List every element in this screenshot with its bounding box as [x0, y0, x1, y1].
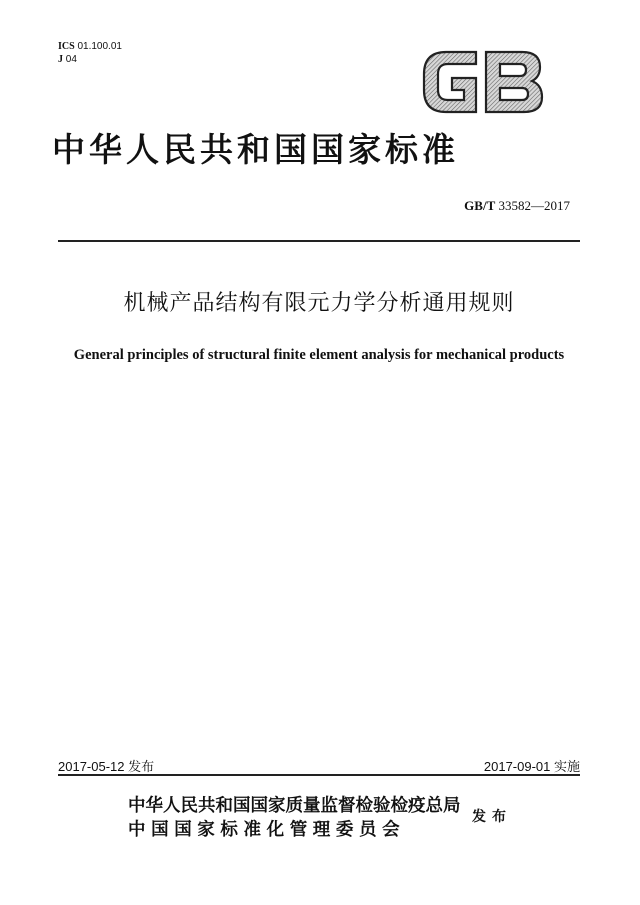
- class-code: 04: [65, 54, 77, 65]
- class-line: [58, 53, 122, 66]
- title-chinese: 机械产品结构有限元力学分析通用规则: [123, 291, 515, 316]
- issuer-sac: 中国国家标准化管理委员会: [128, 820, 406, 840]
- title-english: General principles of structural finite element analysis for mechanical products: [73, 347, 565, 363]
- gb-logo-icon: [418, 46, 548, 118]
- top-divider: [58, 240, 580, 242]
- ics-label: ICS: [58, 41, 75, 52]
- ics-classification: [58, 40, 122, 66]
- standard-number: [464, 198, 570, 214]
- implementation-date: 2017-09-01 实施: [483, 759, 580, 774]
- standard-prefix: GB/T: [464, 198, 496, 213]
- publish-label: 发布: [472, 809, 512, 825]
- class-label: J: [58, 54, 63, 65]
- ics-line: [58, 40, 122, 53]
- standard-code: 33582—2017: [498, 198, 570, 213]
- issuing-country-title: 中华人民共和国国家标准: [52, 130, 459, 169]
- issue-date: 2017-05-12 发布: [58, 759, 155, 774]
- bottom-divider: [58, 774, 580, 776]
- ics-code: 01.100.01: [77, 41, 122, 52]
- issuer-aqsiq: 中华人民共和国国家质量监督检验检疫总局: [128, 796, 461, 816]
